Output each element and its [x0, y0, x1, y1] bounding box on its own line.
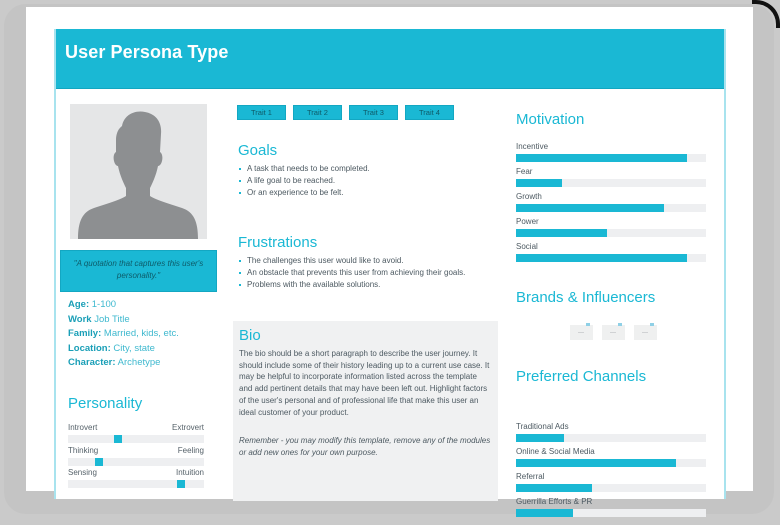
- slider-track[interactable]: [68, 435, 204, 443]
- fact-family: [68, 327, 179, 342]
- logo-placeholder-icon[interactable]: [602, 325, 625, 340]
- channel-bar: [516, 471, 706, 496]
- frustration-item: Problems with the available solutions.: [238, 279, 498, 291]
- fact-work: [68, 313, 179, 328]
- channel-bar: [516, 496, 706, 521]
- fact-label: Family:: [68, 328, 102, 339]
- fact-value: Job Title: [94, 313, 130, 325]
- slider-knob[interactable]: [177, 480, 185, 488]
- personality-sliders: [68, 422, 204, 490]
- personality-title: Personality: [68, 395, 143, 412]
- trait-tag-2[interactable]: Trait 2: [293, 105, 342, 120]
- personality-pair: [68, 467, 204, 490]
- bar-fill: [516, 434, 564, 442]
- motivation-bar: [516, 241, 706, 266]
- brands-title: Brands & Influencers: [516, 289, 656, 306]
- motivation-bar: [516, 166, 706, 191]
- fact-value: Married, kids, etc.: [103, 328, 179, 339]
- bar-label: Referral: [516, 472, 545, 481]
- bar-track: [516, 154, 706, 162]
- bar-label: Social: [516, 242, 538, 251]
- channel-bar: [516, 446, 706, 471]
- bar-label: Online & Social Media: [516, 447, 595, 456]
- bar-track: [516, 254, 706, 262]
- personality-pair: [68, 445, 204, 468]
- brand-logos: [570, 325, 657, 340]
- motivation-column: [516, 89, 716, 506]
- trait-tag-1[interactable]: Trait 1: [237, 105, 286, 120]
- fact-label: Character:: [68, 357, 116, 368]
- details-column: [231, 89, 501, 499]
- pair-left-label: Introvert: [68, 423, 98, 432]
- channel-bar: [516, 421, 706, 446]
- channels-title: Preferred Channels: [516, 368, 647, 385]
- bar-track: [516, 204, 706, 212]
- person-silhouette-icon: [70, 104, 207, 239]
- motivation-bar: [516, 216, 706, 241]
- fact-age: [68, 298, 179, 313]
- pair-right-label: Feeling: [177, 445, 204, 455]
- fact-label: Work: [68, 313, 92, 325]
- goals-section: [238, 142, 498, 199]
- fact-location: [68, 342, 179, 357]
- logo-placeholder-icon[interactable]: [634, 325, 657, 340]
- pair-left-label: Sensing: [68, 468, 97, 477]
- bar-fill: [516, 154, 687, 162]
- fact-value: 1-100: [91, 299, 117, 310]
- fact-label: Age:: [68, 299, 90, 310]
- bar-track: [516, 509, 706, 517]
- bar-label: Growth: [516, 192, 542, 201]
- bar-label: Guerrilla Efforts & PR: [516, 497, 593, 506]
- persona-panel: [54, 29, 726, 506]
- channel-bars: [516, 421, 706, 521]
- fact-value: Archetype: [117, 357, 161, 368]
- fact-label: Location:: [68, 342, 111, 354]
- persona-quote: "A quotation that captures this user's personality.": [60, 250, 217, 292]
- goal-item: A life goal to be reached.: [238, 175, 498, 187]
- bar-track: [516, 484, 706, 492]
- goals-title: Goals: [238, 142, 278, 159]
- bar-fill: [516, 204, 664, 212]
- motivation-bar: [516, 141, 706, 166]
- bar-fill: [516, 484, 592, 492]
- slider-track[interactable]: [68, 480, 204, 488]
- bar-track: [516, 434, 706, 442]
- slider-knob[interactable]: [114, 435, 122, 443]
- motivation-bar: [516, 191, 706, 216]
- bio-note: Remember - you may modify this template, remove any of the modules or add new ones for your own purpose.: [239, 436, 491, 457]
- bar-fill: [516, 254, 687, 262]
- bar-fill: [516, 179, 562, 187]
- trait-tag-3[interactable]: Trait 3: [349, 105, 398, 120]
- motivation-title: Motivation: [516, 111, 585, 128]
- pair-right-label: Intuition: [175, 468, 204, 477]
- frustrations-section: [238, 234, 498, 291]
- goal-item: Or an experience to be felt.: [238, 187, 498, 199]
- personality-pair: [68, 422, 204, 445]
- bar-fill: [516, 229, 607, 237]
- bar-track: [516, 179, 706, 187]
- avatar[interactable]: [70, 104, 207, 239]
- frustration-item: An obstacle that prevents this user from achieving their goals.: [238, 267, 498, 279]
- bio-section: [233, 321, 498, 501]
- bio-text: The bio should be a short paragraph to describe the user journey. It should include some of their history leading up to a current use case. It may be helpful to incorporate information listed across the template and add pertinent details that may have been left out. Highlight factors of the user's personal and of professional life that make this user an ideal customer of your product.: [239, 349, 490, 417]
- trait-tag-4[interactable]: Trait 4: [405, 105, 454, 120]
- bar-fill: [516, 509, 573, 517]
- profile-column: [56, 89, 231, 499]
- goal-item: A task that needs to be completed.: [238, 163, 498, 175]
- fact-value: City, state: [113, 342, 155, 354]
- bio-title: Bio: [239, 327, 261, 344]
- bar-label: Power: [516, 217, 539, 226]
- bar-label: Fear: [516, 167, 533, 176]
- header-bar: [56, 29, 724, 89]
- bar-track: [516, 459, 706, 467]
- frame-corner-shadow: [752, 0, 780, 28]
- frustrations-title: Frustrations: [238, 234, 318, 251]
- bar-fill: [516, 459, 676, 467]
- persona-facts: [68, 298, 179, 371]
- trait-tags: [237, 105, 454, 120]
- pair-right-label: Extrovert: [171, 423, 204, 432]
- frustration-item: The challenges this user would like to avoid.: [238, 255, 498, 267]
- bar-label: Traditional Ads: [516, 422, 569, 431]
- slider-track[interactable]: [68, 458, 204, 466]
- motivation-bars: [516, 141, 706, 266]
- fact-character: [68, 356, 179, 371]
- logo-placeholder-icon[interactable]: [570, 325, 593, 340]
- bar-track: [516, 229, 706, 237]
- bar-label: Incentive: [516, 142, 549, 151]
- page-title: User Persona Type: [65, 42, 229, 62]
- slider-knob[interactable]: [95, 458, 103, 466]
- persona-card: [26, 7, 753, 506]
- pair-left-label: Thinking: [68, 445, 99, 455]
